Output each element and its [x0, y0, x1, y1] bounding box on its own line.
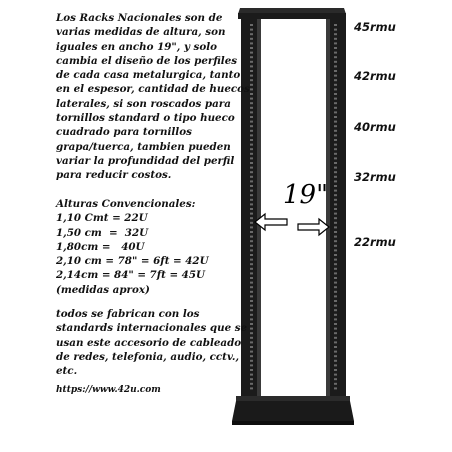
rack-unit-label-40: 40rmu — [354, 120, 396, 134]
heights-line: 1,50 cm = 32U — [56, 226, 149, 239]
standards-line: de redes, telefonia, audio, cctv., — [56, 350, 240, 363]
description-line: varias medidas de altura, son — [56, 26, 226, 39]
description-line: grapa/tuerca, tambien pueden — [56, 140, 231, 153]
heights-text — [56, 197, 209, 297]
description-line: iguales en ancho 19", y solo — [56, 40, 217, 53]
description-line: cuadrado para tornillos — [56, 126, 192, 139]
rack-unit-label-22: 22rmu — [354, 235, 396, 249]
standards-line: etc. — [56, 365, 78, 378]
rack-unit-label-42: 42rmu — [354, 69, 396, 83]
rack-unit-label-45: 45rmu — [354, 20, 396, 34]
description-line: cambia el diseño de los perfiles — [56, 54, 238, 67]
right-rail — [326, 19, 346, 397]
right-arrow-icon — [298, 219, 329, 235]
standards-line: standards internacionales que se — [56, 322, 248, 335]
heights-line: 2,10 cm = 78" = 6ft = 42U — [56, 255, 209, 268]
description-line: en el espesor, cantidad de huecos — [56, 83, 250, 96]
heights-line: 2,14cm = 84" = 7ft = 45U — [56, 269, 205, 282]
heights-line: Alturas Convencionales: — [56, 198, 196, 210]
heights-line: 1,10 Cmt = 22U — [56, 212, 148, 225]
standards-text — [56, 307, 247, 378]
description-line: para reducir costos. — [56, 169, 172, 182]
description-line: tornillos standard o tipo hueco — [56, 112, 235, 125]
standards-line: usan este accesorio de cableado — [56, 336, 242, 349]
description-text — [56, 11, 250, 183]
description-line: variar la profundidad del perfil — [56, 154, 235, 167]
standards-line: todos se fabrican con los — [56, 308, 200, 320]
rack-base — [232, 396, 354, 425]
description-line: Los Racks Nacionales son de — [56, 12, 223, 24]
description-line: laterales, si son roscados para — [56, 97, 231, 110]
heights-line: (medidas aprox) — [56, 283, 150, 296]
width-label: 19" — [283, 180, 329, 210]
rack-unit-label-32: 32rmu — [354, 170, 396, 184]
description-line: de cada casa metalurgica, tanto — [56, 69, 241, 82]
heights-line: 1,80cm = 40U — [56, 240, 145, 253]
source-url: https://www.42u.com — [56, 385, 161, 395]
